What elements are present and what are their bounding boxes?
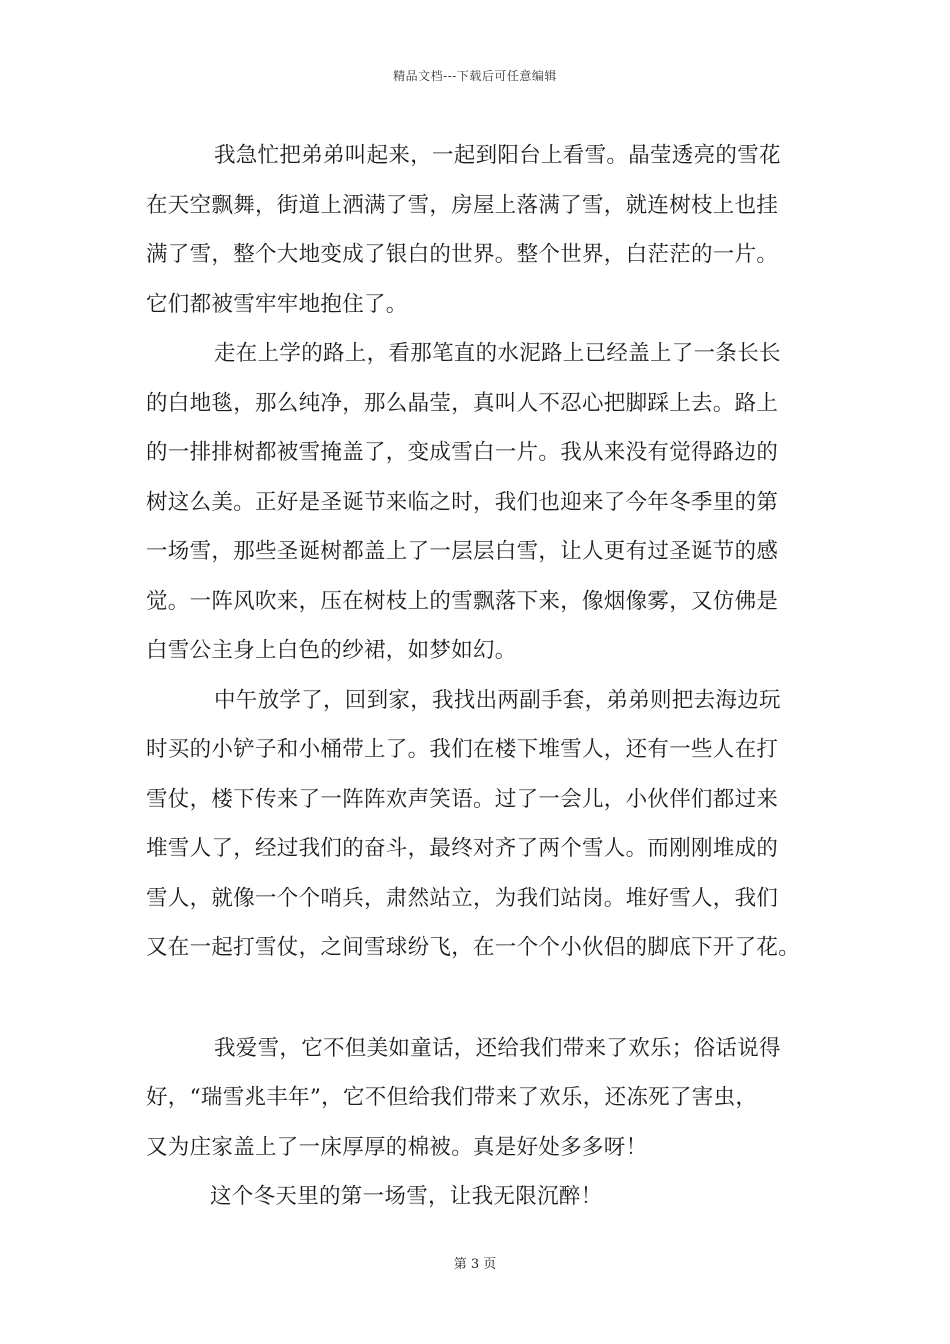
text-line: 雪仗，楼下传来了一阵阵欢声笑语。过了一会儿，小伙伴们都过来 xyxy=(146,786,779,812)
text-line: 雪人，就像一个个哨兵，肃然站立，为我们站岗。堆好雪人，我们 xyxy=(146,885,779,911)
text-line: 好，“瑞雪兆丰年”，它不但给我们带来了欢乐，还冻死了害虫， xyxy=(146,1085,758,1110)
text-line: 的白地毯，那么纯净，那么晶莹，真叫人不忍心把脚踩上去。路上 xyxy=(146,390,779,416)
text-line: 我急忙把弟弟叫起来，一起到阳台上看雪。晶莹透亮的雪花 xyxy=(214,143,781,168)
text-line: 我爱雪，它不但美如童话，还给我们带来了欢乐；俗话说得 xyxy=(214,1035,781,1061)
text-line: 白雪公主身上白色的纱裙，如梦如幻。 xyxy=(146,638,517,663)
text-line: 堆雪人了，经过我们的奋斗，最终对齐了两个雪人。而刚刚堆成的 xyxy=(146,836,779,861)
page-header: 精品文档---下载后可任意编辑 xyxy=(393,69,557,83)
text-line: 树这么美。正好是圣诞节来临之时，我们也迎来了今年冬季里的第 xyxy=(146,489,779,515)
page-number: 第 3 页 xyxy=(453,1257,497,1272)
text-line: 在天空飘舞，街道上洒满了雪，房屋上落满了雪，就连树枝上也挂 xyxy=(146,192,779,218)
text-line: 时买的小铲子和小桶带上了。我们在楼下堆雪人，还有一些人在打 xyxy=(146,737,779,762)
paragraph-3 xyxy=(146,676,826,973)
text-line: 觉。一阵风吹来，压在树枝上的雪飘落下来，像烟像雾，又仿佛是 xyxy=(146,588,779,614)
paragraph-gap xyxy=(146,973,826,1024)
text-line: 这个冬天里的第一场雪，让我无限沉醉！ xyxy=(210,1184,603,1209)
text-line: 又为庄家盖上了一床厚厚的棉被。真是好处多多呀！ xyxy=(146,1134,648,1160)
paragraph-2 xyxy=(146,329,826,676)
text-line: 又在一起打雪仗，之间雪球纷飞，在一个个小伙侣的脚底下开了花。 xyxy=(146,935,801,960)
text-line: 中午放学了，回到家，我找出两副手套，弟弟则把去海边玩 xyxy=(214,687,781,713)
text-line: 一场雪，那些圣诞树都盖上了一层层白雪，让人更有过圣诞节的感 xyxy=(146,539,779,564)
text-line: 走在上学的路上，看那笔直的水泥路上已经盖上了一条长长 xyxy=(214,341,781,366)
paragraph-5 xyxy=(146,1172,826,1222)
text-line: 的一排排树都被雪掩盖了，变成雪白一片。我从来没有觉得路边的 xyxy=(146,440,779,465)
document-body xyxy=(146,131,826,1222)
paragraph-1 xyxy=(146,131,826,329)
text-line: 满了雪，整个大地变成了银白的世界。整个世界，白茫茫的一片。 xyxy=(146,242,779,267)
paragraph-4 xyxy=(146,1024,826,1173)
text-line: 它们都被雪牢牢地抱住了。 xyxy=(146,291,408,317)
